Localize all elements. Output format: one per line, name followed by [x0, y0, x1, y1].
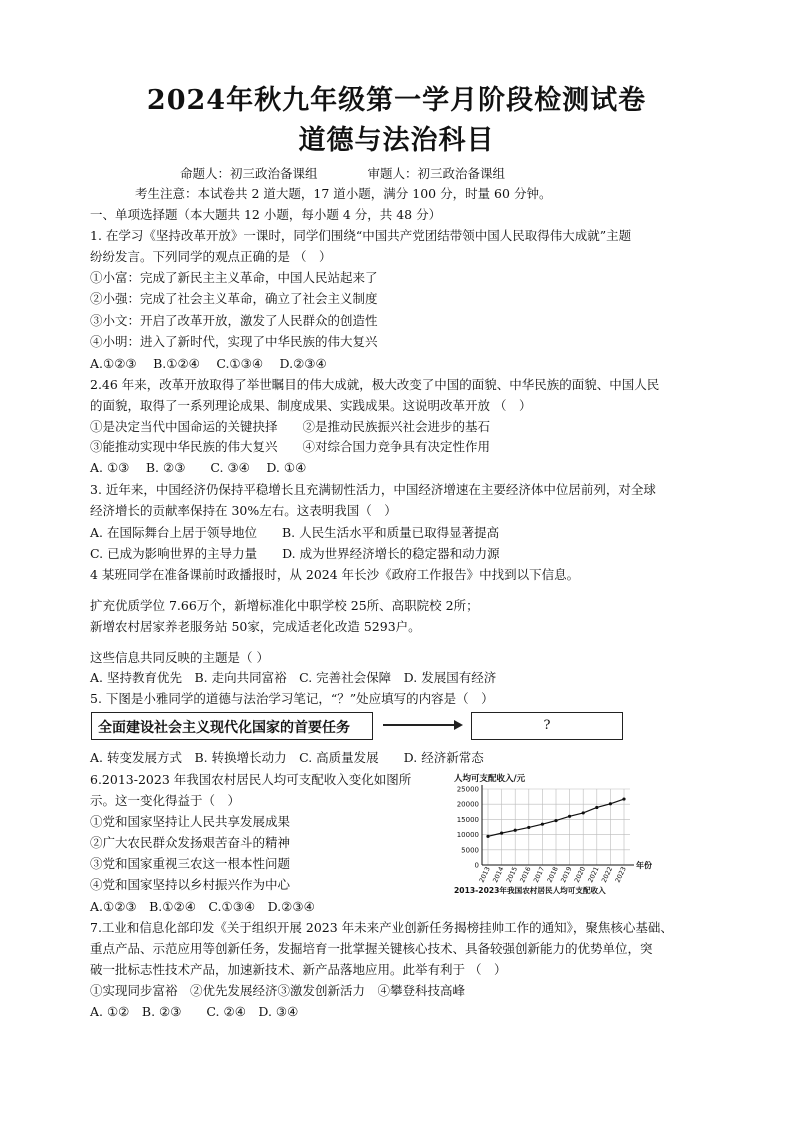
- q7-options: ①实现同步富裕 ②优先发展经济③激发创新活力 ④攀登科技高峰: [90, 983, 466, 998]
- q4-stem: 4 某班同学在准备课前时政播报时，从 2024 年长沙《政府工作报告》中找到以下信息。: [90, 567, 580, 582]
- chart-x-tick-label: 2021: [586, 865, 601, 884]
- q6-choices: A.①②③ B.①②④ C.①③④ D.②③④: [90, 899, 315, 914]
- q3-stem-line1: 3. 近年来，中国经济仍保持平稳增长且充满韧性活力，中国经济增速在主要经济体中位居前列，对全球: [90, 482, 656, 497]
- q6-option-1: ①党和国家坚持让人民共享发展成果: [90, 814, 291, 829]
- q5-left-box: [91, 712, 373, 740]
- q2-stem-line1: 2.46 年来，改革开放取得了举世瞩目的伟大成就，极大改变了中国的面貌、中华民族的面貌、中国人民: [90, 377, 660, 392]
- chart-data-point: [554, 819, 557, 822]
- exam-notice: 考生注意：本试卷共 2 道大题，17 道小题，满分 100 分，时量 60 分钟。: [135, 186, 552, 201]
- chart-x-tick-label: 2020: [572, 865, 588, 884]
- chart-data-point: [622, 797, 625, 800]
- q1-choices: A.①②③ B.①②④ C.①③④ D.②③④: [90, 356, 327, 371]
- right-arrow-icon: [383, 724, 461, 726]
- q4-choices: A. 坚持教育优先 B. 走向共同富裕 C. 完善社会保障 D. 发展国有经济: [90, 670, 497, 685]
- q5-stem: 5. 下图是小雅同学的道德与法治学习笔记，“？”处应填写的内容是（ ）: [90, 691, 494, 706]
- q1-stem-line1: 1. 在学习《坚持改革开放》一课时，同学们围绕“中国共产党团结带领中国人民取得伟大成就”主题: [90, 228, 632, 243]
- q4-info-line2: 新增农村居家养老服务站 50家，完成适老化改造 5293户。: [90, 619, 421, 634]
- q1-stem-line2: 纷纷发言。下列同学的观点正确的是 （ ）: [90, 249, 332, 264]
- chart-x-tick-label: 2016: [518, 865, 533, 884]
- q7-stem-line3: 破一批标志性技术产品，加速新技术、新产品落地应用。此举有利于 （ ）: [90, 962, 507, 977]
- q7-stem-line2: 重点产品、示范应用等创新任务，发掘培育一批掌握关键核心技术、具备较强创新能力的优势单位，突: [90, 941, 653, 956]
- q2-option-line1: ①是决定当代中国命运的关键抉择 ②是推动民族振兴社会进步的基石: [90, 419, 491, 434]
- chart-data-point: [527, 826, 530, 829]
- chart-x-tick-label: 2017: [531, 865, 547, 884]
- chart-x-tick-label: 2023: [613, 865, 628, 884]
- q5-choices: A. 转变发展方式 B. 转换增长动力 C. 高质量发展 D. 经济新常态: [90, 750, 484, 765]
- authors-line: 命题人：初三政治备课组 审题人：初三政治备课组: [180, 166, 506, 181]
- chart-y-tick-label: 5000: [461, 846, 479, 855]
- q2-option-line2: ③能推动实现中华民族的伟大复兴 ④对综合国力竞争具有决定性作用: [90, 439, 491, 454]
- income-line-chart: [450, 773, 660, 898]
- chart-data-point: [500, 832, 503, 835]
- chart-data-point: [541, 823, 544, 826]
- chart-data-point: [609, 802, 612, 805]
- chart-data-point: [486, 835, 489, 838]
- q6-option-2: ②广大农民群众发扬艰苦奋斗的精神: [90, 835, 291, 850]
- q1-option-1: ①小富：完成了新民主主义革命，中国人民站起来了: [90, 270, 378, 285]
- chart-x-tick-label: 2013: [477, 865, 492, 884]
- chart-x-tick-label: 2018: [545, 865, 560, 884]
- q5-right-box-text: ?: [543, 718, 551, 733]
- chart-title: 2013-2023年我国农村居民人均可支配收入: [454, 886, 606, 895]
- chart-data-point: [568, 815, 571, 818]
- q6-option-4: ④党和国家坚持以乡村振兴作为中心: [90, 877, 291, 892]
- chart-y-tick-label: 25000: [456, 785, 479, 794]
- q1-option-4: ④小明：进入了新时代，实现了中华民族的伟大复兴: [90, 334, 378, 349]
- exam-title: 2024年秋九年级第一学月阶段检测试卷: [146, 85, 647, 116]
- chart-y-tick-label: 0: [474, 861, 479, 870]
- q2-choices: A. ①③ B. ②③ C. ③④ D. ①④: [90, 460, 307, 475]
- q2-stem-line2: 的面貌，取得了一系列理论成果、制度成果、实践成果。这说明改革开放 （ ）: [90, 398, 532, 413]
- chart-y-tick-label: 15000: [456, 815, 479, 824]
- subject-title: 道德与法治科目: [298, 125, 495, 156]
- chart-data-point: [595, 806, 598, 809]
- q3-option-line1: A. 在国际舞台上居于领导地位 B. 人民生活水平和质量已取得显著提高: [90, 525, 500, 540]
- chart-x-tick-label: 2015: [504, 865, 520, 884]
- q3-option-line2: C. 已成为影响世界的主导力量 D. 成为世界经济增长的稳定器和动力源: [90, 546, 500, 561]
- q7-stem-line1: 7.工业和信息化部印发《关于组织开展 2023 年未来产业创新任务揭榜挂帅工作的通知》，聚焦核心基础、: [90, 920, 673, 935]
- chart-x-tick-label: 2022: [599, 865, 615, 884]
- q3-stem-line2: 经济增长的贡献率保持在 30%左右。这表明我国（ ）: [90, 503, 397, 518]
- chart-x-tick-label: 2014: [491, 865, 506, 884]
- chart-y-tick-label: 20000: [456, 800, 479, 809]
- chart-x-axis-label: 年份: [636, 861, 652, 870]
- q4-question: 这些信息共同反映的主题是（ ）: [90, 650, 269, 665]
- chart-y-tick-label: 10000: [456, 831, 479, 840]
- q5-left-box-text: 全面建设社会主义现代化国家的首要任务: [98, 720, 350, 736]
- q7-choices: A. ①② B. ②③ C. ②④ D. ③④: [90, 1004, 299, 1019]
- chart-y-axis-label: 人均可支配收入/元: [454, 774, 526, 784]
- q5-right-box: [471, 712, 623, 740]
- q1-option-3: ③小文：开启了改革开放，激发了人民群众的创造性: [90, 313, 378, 328]
- q1-option-2: ②小强：完成了社会主义革命，确立了社会主义制度: [90, 291, 378, 306]
- q6-option-3: ③党和国家重视三农这一根本性问题: [90, 856, 291, 871]
- q6-stem-line1: 6.2013-2023 年我国农村居民人均可支配收入变化如图所: [90, 772, 412, 787]
- chart-data-point: [582, 811, 585, 814]
- q6-stem-line2: 示。这一变化得益于（ ）: [90, 793, 241, 808]
- chart-x-tick-label: 2019: [559, 865, 574, 884]
- section-heading: 一、单项选择题（本大题共 12 小题，每小题 4 分，共 48 分）: [90, 207, 442, 222]
- chart-data-point: [514, 829, 517, 832]
- q4-info-line1: 扩充优质学位 7.66万个，新增标准化中职学校 25所、高职院校 2所；: [90, 598, 479, 613]
